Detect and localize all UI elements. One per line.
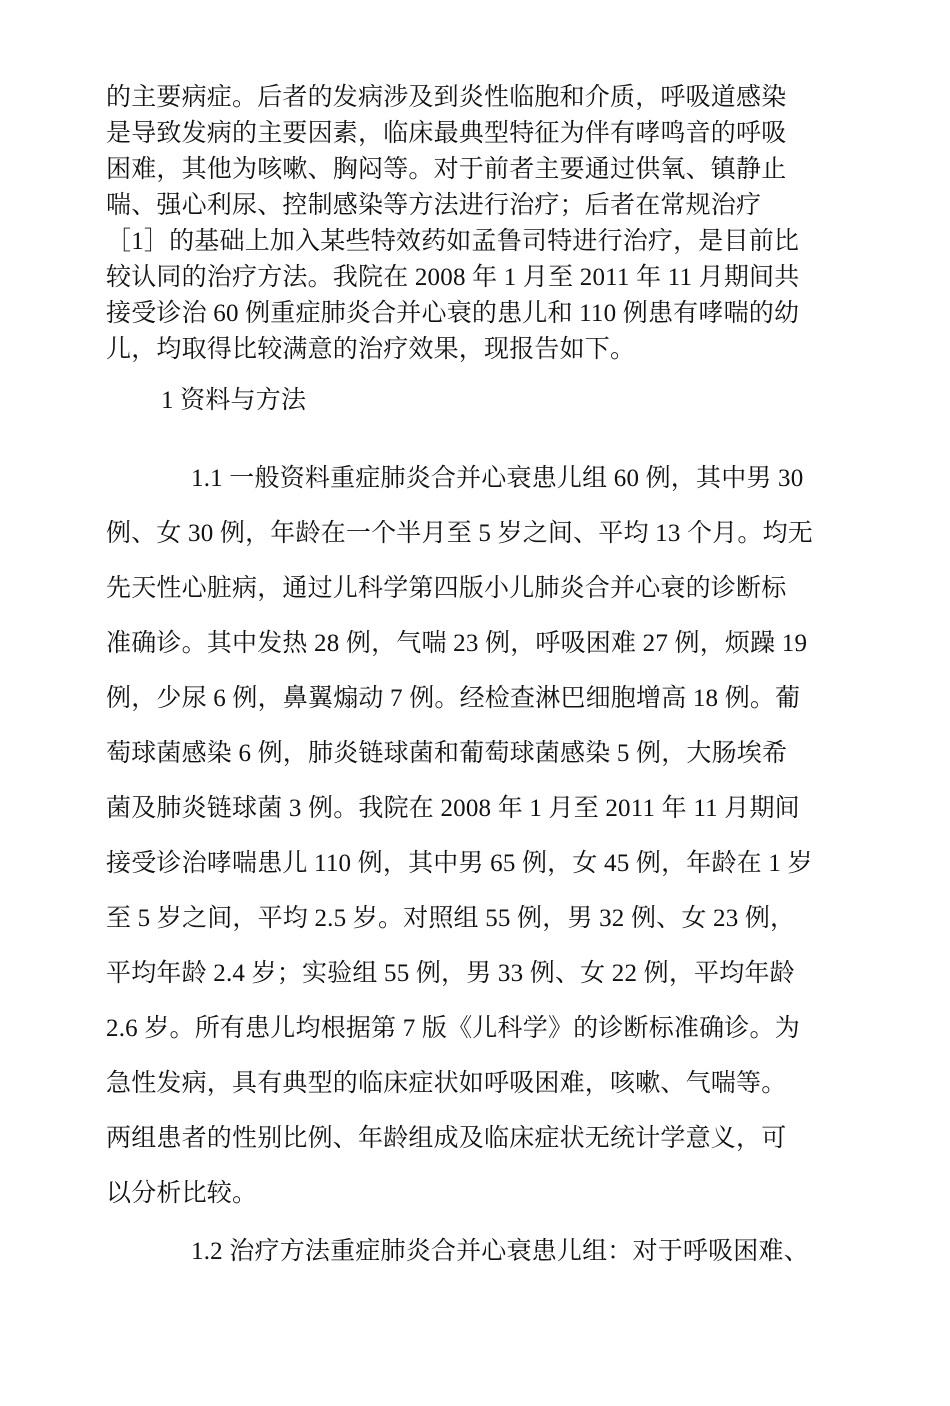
text-line: 接受诊治 60 例重症肺炎合并心衰的患儿和 110 例患有哮喘的幼 (106, 300, 800, 327)
text-line: 以分析比较。 (106, 1180, 258, 1207)
text-line: 较认同的治疗方法。我院在 2008 年 1 月至 2011 年 11 月期间共 (106, 264, 800, 291)
text-line: 急性发病，具有典型的临床症状如呼吸困难，咳嗽、气喘等。 (106, 1070, 787, 1097)
text-line: 例，少尿 6 例，鼻翼煽动 7 例。经检查淋巴细胞增高 18 例。葡 (106, 685, 801, 712)
text-line: 例、女 30 例，年龄在一个半月至 5 岁之间、平均 13 个月。均无 (106, 520, 814, 547)
text-line: 喘、强心利尿、控制感染等方法进行治疗；后者在常规治疗 (106, 192, 762, 219)
text-line: 儿，均取得比较满意的治疗效果，现报告如下。 (106, 336, 636, 363)
text-line: 至 5 岁之间，平均 2.5 岁。对照组 55 例，男 32 例、女 23 例， (106, 905, 796, 932)
text-line: ［1］的基础上加入某些特效药如孟鲁司特进行治疗，是目前比 (106, 228, 800, 255)
text-line: 的主要病症。后者的发病涉及到炎性临胞和介质，呼吸道感染 (106, 84, 787, 111)
text-line: 2.6 岁。所有患儿均根据第 7 版《儿科学》的诊断标准确诊。为 (106, 1015, 800, 1042)
text-line: 菌及肺炎链球菌 3 例。我院在 2008 年 1 月至 2011 年 11 月期间 (106, 795, 800, 822)
text-line: 平均年龄 2.4 岁；实验组 55 例，男 33 例、女 22 例，平均年龄 (106, 960, 795, 987)
text-line: 是导致发病的主要因素，临床最典型特征为伴有哮鸣音的呼吸 (106, 120, 787, 147)
text-line: 困难，其他为咳嗽、胸闷等。对于前者主要通过供氧、镇静止 (106, 156, 787, 183)
text-line: 准确诊。其中发热 28 例，气喘 23 例，呼吸困难 27 例，烦躁 19 (106, 630, 808, 657)
text-line: 两组患者的性别比例、年龄组成及临床症状无统计学意义，可 (106, 1125, 787, 1152)
text-line: 萄球菌感染 6 例，肺炎链球菌和葡萄球菌感染 5 例，大肠埃希 (106, 740, 788, 767)
section-heading: 1 资料与方法 (161, 387, 307, 414)
text-line: 先天性心脏病，通过儿科学第四版小儿肺炎合并心衰的诊断标 (106, 575, 787, 602)
text-line: 1.2 治疗方法重症肺炎合并心衰患儿组：对于呼吸困难、 (191, 1238, 809, 1265)
text-line: 接受诊治哮喘患儿 110 例，其中男 65 例，女 45 例，年龄在 1 岁 (106, 850, 813, 877)
text-line: 1.1 一般资料重症肺炎合并心衰患儿组 60 例，其中男 30 (191, 465, 804, 492)
